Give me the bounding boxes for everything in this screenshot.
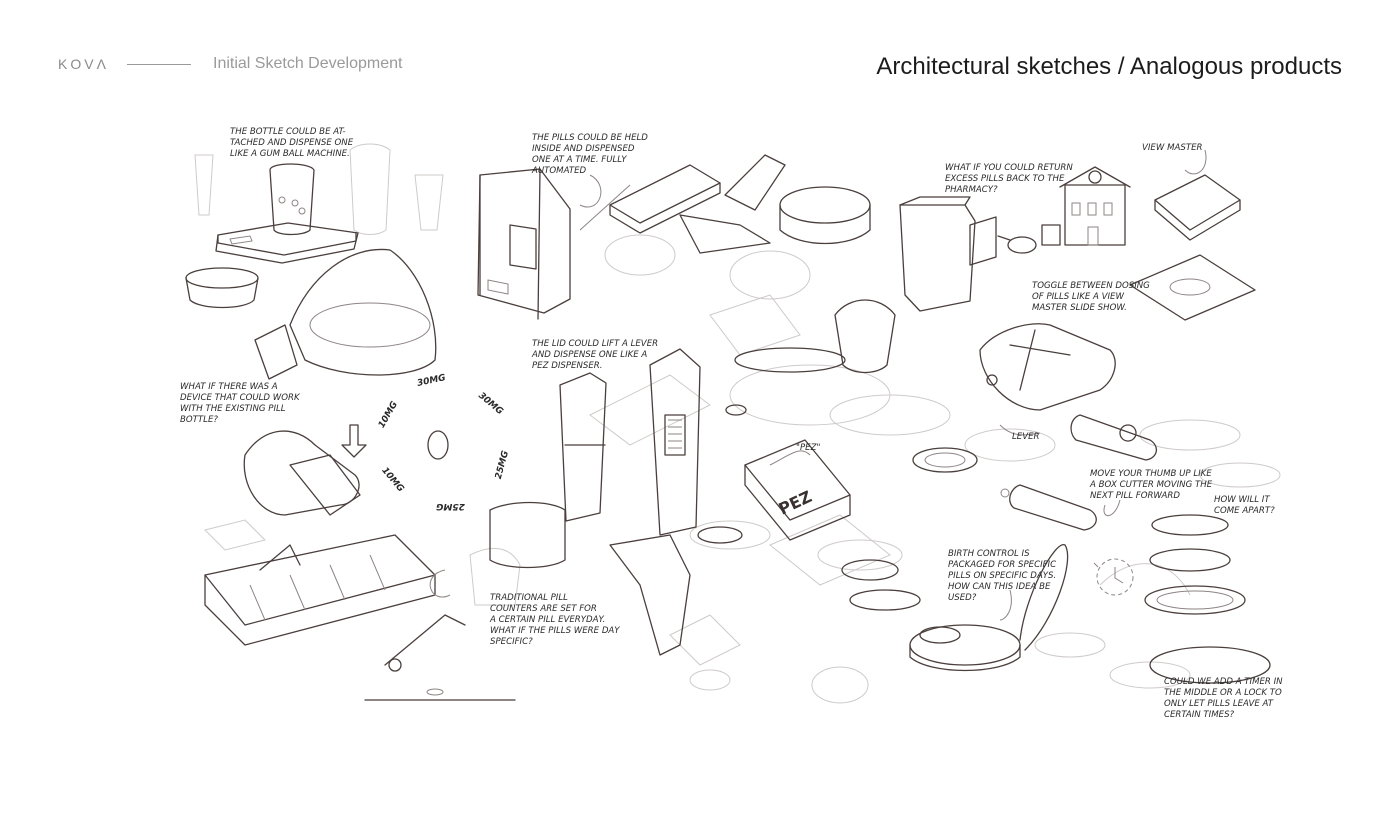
header-divider: [127, 64, 191, 65]
dose-label: 30MG: [416, 373, 447, 389]
note-toggle: TOGGLE BETWEEN DOSING OF PILLS LIKE A VIEW MASTER SLIDE SHOW.: [1032, 281, 1150, 313]
background-sketches: [195, 144, 1280, 703]
note-apart: HOW WILL IT COME APART?: [1214, 495, 1275, 516]
note-birth-control: BIRTH CONTROL IS PACKAGED FOR SPECIFIC PILLS ON SPECIFIC DAYS. HOW CAN THIS IDEA BE USED?: [948, 549, 1057, 603]
automated-dispenser-sketch: [478, 169, 570, 319]
dose-label: 25MG: [493, 449, 512, 481]
annotation-lines: [430, 150, 1206, 620]
brand-logo: KOVΛ: [58, 56, 109, 72]
thumb-slider-sketch: [1001, 485, 1096, 530]
note-lever: LEVER: [1012, 432, 1040, 442]
sketch-drawings: [170, 115, 1290, 725]
gumball-dispenser-sketch: [216, 164, 358, 263]
note-lid-lever: THE LID COULD LIFT A LEVER AND DISPENSE ONE LIKE A PEZ DISPENSER.: [532, 339, 659, 371]
sketch-board: [170, 115, 1290, 725]
note-counters: TRADITIONAL PILL COUNTERS ARE SET FOR A CERTAIN PILL EVERYDAY. WHAT IF THE PILLS WERE DAY SPECIFIC?: [490, 593, 620, 647]
toggle-dispenser-sketch: [980, 324, 1115, 410]
pill-counter-tray-sketch: [205, 535, 435, 645]
timer-icon: [1094, 559, 1133, 595]
note-view-master: VIEW MASTER: [1142, 143, 1203, 153]
note-pez: "PEZ": [796, 443, 821, 453]
dose-label: 10MG: [376, 399, 400, 431]
dose-label: 25MG: [436, 501, 465, 511]
pill-case-sketches: [610, 155, 870, 253]
page-title: Architectural sketches / Analogous products: [876, 53, 1342, 80]
note-pills-held: THE PILLS COULD BE HELD INSIDE AND DISPENSED ONE AT A TIME. FULLY AUTOMATED: [532, 133, 648, 176]
bottle-dispenser-sketch: [255, 249, 436, 379]
pez-box-sketch: [745, 440, 850, 540]
note-bottle: THE BOTTLE COULD BE AT- TACHED AND DISPENSE ONE LIKE A GUM BALL MACHINE.: [230, 127, 354, 159]
pharmacy-return-box-sketch: [900, 197, 996, 311]
note-thumb: MOVE YOUR THUMB UP LIKE A BOX CUTTER MOVING THE NEXT PILL FORWARD: [1090, 469, 1213, 501]
pill-puck-sketch: [186, 268, 258, 308]
dose-label: 30MG: [476, 390, 505, 418]
note-existing-bottle: WHAT IF THERE WAS A DEVICE THAT COULD WORK WITH THE EXISTING PILL BOTTLE?: [180, 382, 300, 425]
note-timer: COULD WE ADD A TIMER IN THE MIDDLE OR A LOCK TO ONLY LET PILLS LEAVE AT CERTAIN TIMES?: [1164, 677, 1283, 720]
dose-label: 10MG: [379, 465, 406, 495]
pez-box-label: PEZ: [775, 486, 815, 519]
pez-dispenser-sketch: [560, 349, 746, 535]
stacked-discs-sketch: [1145, 515, 1270, 683]
section-label: Initial Sketch Development: [213, 55, 403, 72]
hand-sketch: [244, 425, 448, 515]
note-return: WHAT IF YOU COULD RETURN EXCESS PILLS BACK TO THE PHARMACY?: [945, 163, 1073, 195]
